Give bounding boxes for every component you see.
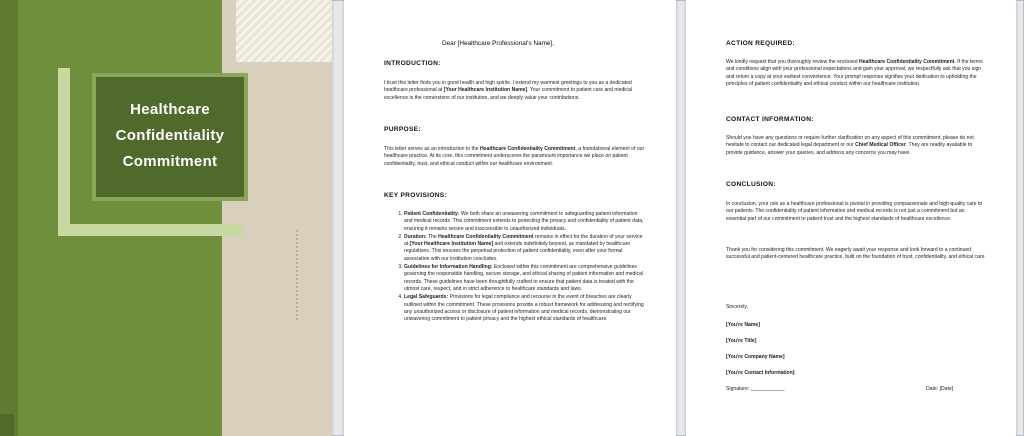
cover-corner-block xyxy=(0,414,14,436)
letter-page-1 xyxy=(344,0,676,436)
cover-title-line1: Healthcare xyxy=(130,101,210,118)
cover-hatch-pattern xyxy=(236,0,332,62)
date-line: Date: [Date] xyxy=(926,386,954,392)
list-item: 3. Guidelines for Information Handling: Enclosed within this commitment are comprehensive guidelines governing the responsible handling, secure storage, and ethical sharing of patient information and medical records. These guidelines have been thoughtfully crafted to ensure that patient data is treated with the utmost care, respect, and in strict adherence to healthcare standards and laws. xyxy=(404,264,646,293)
contact-information-paragraph: Should you have any questions or require further clarification on any aspect of this commitment, please do not hesitate to contact our dedicated legal department or our Chief Medical Officer. They are readily available to provide guidance, answer your queries, and address any concerns you may have. xyxy=(726,135,974,156)
signer-company: [You're Company Name] xyxy=(726,354,785,360)
closing: Sincerely, xyxy=(726,304,748,310)
signer-name: [You're Name] xyxy=(726,322,760,328)
contact-information-heading: CONTACT INFORMATION: xyxy=(726,116,814,123)
signer-contact: [You're Contact Information] xyxy=(726,370,795,376)
signer-title: [You're Title] xyxy=(726,338,757,344)
cover-dark-strip xyxy=(0,0,18,436)
action-required-paragraph: We kindly request that you thoroughly review the enclosed Healthcare Confidentiality Commitment. If the terms and conditions align with your professional expectations and gain your approval, we respectfully ask that you sign and return a copy at your earliest convenience. Your prompt response signifies your dedication to upholding the principles of patient confidentiality and ethical conduct within our healthcare institution. xyxy=(726,59,983,87)
introduction-paragraph: I trust this letter finds you in good health and high spirits. I extend my warmest greetings to you as a dedicated healthcare professional at [Your Healthcare Institution Name]. Your commitment to patient care and medical excellence is the cornerstone of our institution, and we deeply value your contributions. xyxy=(384,80,632,101)
conclusion-heading: CONCLUSION: xyxy=(726,181,776,188)
salutation: Dear [Healthcare Professional's Name], xyxy=(442,40,555,47)
list-item: 4. Legal Safeguards: Provisions for legal compliance and recourse in the event of breaches are clearly outlined within the commitment. These provisions provide a robust framework for addressing and rectifying any unauthorized access or disclosure of patient information and medical records, demonstrating our unwavering commitment to patient privacy and the highest ethical standards of healthcare. xyxy=(404,294,646,323)
conclusion-paragraph: In conclusion, your role as a healthcare professional is pivotal in providing compassionate and high-quality care to our patients. The confidentiality of patient information and medical records is not just a commitment but an essential part of our commitment to patient trust and the highest standards of healthcare excellence. xyxy=(726,201,983,222)
key-provisions-heading: KEY PROVISIONS: xyxy=(384,192,448,199)
cover-title-line2: Confidentiality xyxy=(115,127,225,144)
list-item: 2. Duration: The Healthcare Confidentiality Commitment remains in effect for the duration of your service at [Your Healthcare Institution Name] and extends indefinitely beyond, as mandated by healthcare regulations. This ensures the perpetual protection of patient confidentiality, even after your formal association with our institution concludes. xyxy=(404,234,646,263)
cover-page xyxy=(0,0,332,436)
introduction-heading: INTRODUCTION: xyxy=(384,60,441,67)
action-required-heading: ACTION REQUIRED: xyxy=(726,40,795,47)
purpose-paragraph: This letter serves as an introduction to the Healthcare Confidentiality Commitment, a foundational element of our healthcare practice. At its core, this commitment underscores the paramount importance we place on patient confidentiality, trust, and ethical conduct within our healthcare environment. xyxy=(384,146,645,167)
purpose-heading: PURPOSE: xyxy=(384,126,421,133)
cover-title-line3: Commitment xyxy=(122,153,218,170)
signature-line: Signature: ____________ xyxy=(726,386,785,392)
list-item: 1. Patient Confidentiality: We both share an unwavering commitment to safeguarding patient information and medical records. This commitment extends to protecting the privacy and confidentiality of patient data, ensuring it remains secure and inaccessible to unauthorized individuals. xyxy=(404,211,646,233)
letter-page-2 xyxy=(686,0,1016,436)
cover-title xyxy=(96,97,244,175)
thanks-paragraph: Thank you for considering this commitment. We eagerly await your response and look forward to a continued successful and patient-centered healthcare practice, built on the foundation of trust, confidentiality, and ethical care. xyxy=(726,247,986,261)
provisions-list xyxy=(394,211,646,324)
cover-dotted-line xyxy=(296,230,298,320)
